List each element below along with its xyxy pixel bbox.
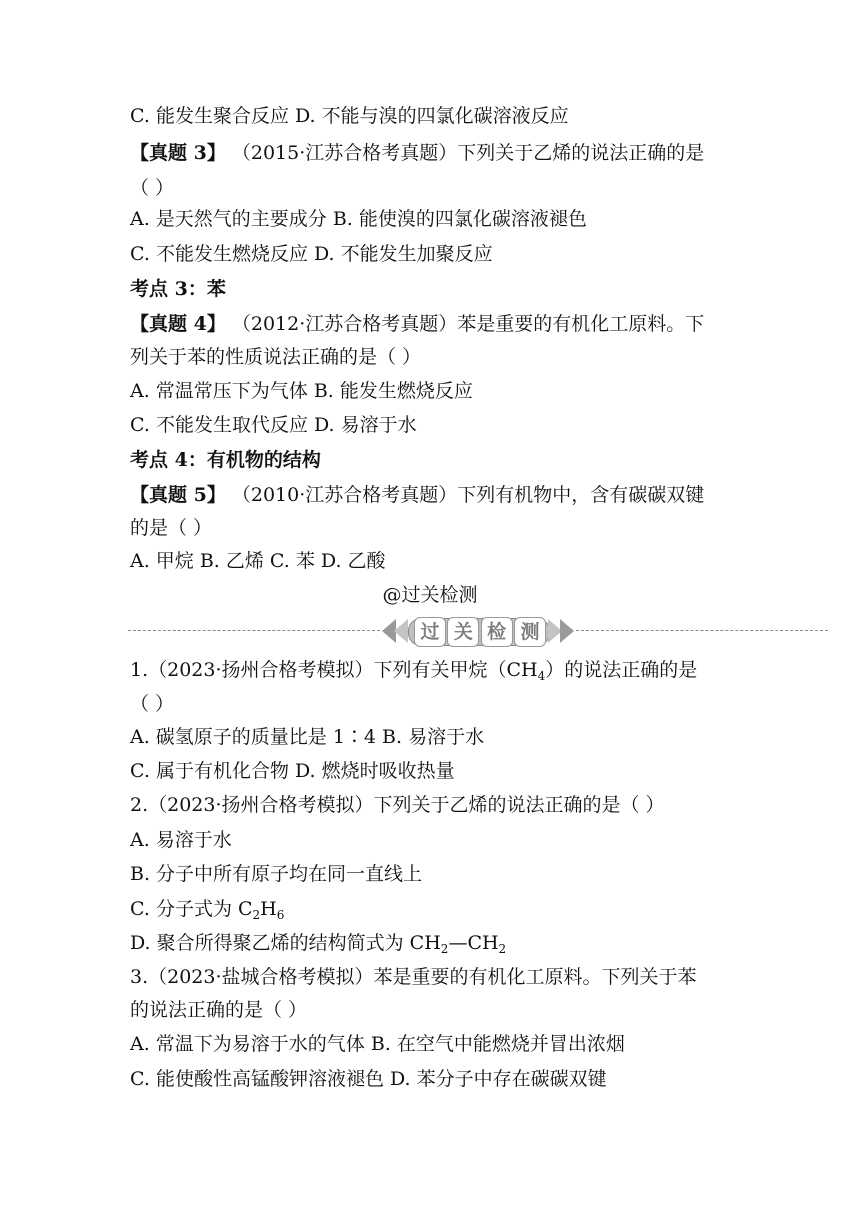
banner-badge: [380, 616, 576, 646]
question-text-cont: 的是（ ）: [130, 517, 213, 539]
banner-title: [414, 617, 546, 645]
question-text-cont: 的说法正确的是（ ）: [130, 999, 308, 1021]
topic-heading: 考点 3：苯: [130, 278, 226, 300]
banner-char: 测: [514, 617, 546, 647]
divider-line-right: [576, 630, 828, 631]
subscript: 2: [440, 942, 449, 956]
divider-line-left: [128, 630, 380, 631]
question-label: 【真题 4】: [130, 313, 226, 335]
options-line: C. 属于有机化合物 D. 燃烧时吸收热量: [130, 760, 455, 782]
options-line: A. 常温常压下为气体 B. 能发生燃烧反应: [130, 380, 473, 402]
banner-char: 关: [447, 617, 479, 647]
question-header: [130, 141, 704, 165]
section-marker: @过关检测: [382, 584, 478, 606]
options-line: A. 碳氢原子的质量比是 1∶4 B. 易溶于水: [130, 726, 485, 748]
answer-blank: （ ）: [130, 177, 175, 199]
options-line: C. 不能发生燃烧反应 D. 不能发生加聚反应: [130, 243, 493, 265]
question-label: 【真题 5】: [130, 484, 226, 506]
subscript: 4: [537, 669, 546, 683]
subscript: 6: [276, 908, 285, 922]
answer-blank: （ ）: [130, 693, 175, 715]
topic-heading: 考点 4：有机物的结构: [130, 449, 321, 471]
question-text: [130, 658, 697, 688]
text-span: —CH: [448, 932, 499, 954]
subscript: 2: [252, 908, 261, 922]
question-header: [130, 483, 704, 507]
question-text: （2012·江苏合格考真题）苯是重要的有机化工原料。下: [225, 313, 705, 335]
question-text: 3.（2023·盐城合格考模拟）苯是重要的有机化工原料。下列关于苯: [130, 966, 697, 988]
question-text: 2.（2023·扬州合格考模拟）下列关于乙烯的说法正确的是（ ）: [130, 794, 665, 816]
option-line: [130, 931, 506, 961]
section-banner: [0, 616, 860, 646]
subscript: 2: [498, 942, 507, 956]
chevron-left-icon: [394, 619, 408, 643]
option-line: B. 分子中所有原子均在同一直线上: [130, 863, 423, 885]
question-label: 【真题 3】: [130, 142, 226, 164]
options-line: A. 甲烷 B. 乙烯 C. 苯 D. 乙酸: [130, 550, 386, 572]
option-line: [130, 897, 284, 927]
banner-char: 检: [481, 617, 513, 647]
question-header: [130, 312, 704, 336]
text-span: H: [260, 898, 277, 920]
question-text-cont: 列关于苯的性质说法正确的是（ ）: [130, 346, 422, 368]
question-text: （2015·江苏合格考真题）下列关于乙烯的说法正确的是: [225, 142, 705, 164]
text-span: ）的说法正确的是: [545, 659, 698, 681]
option-line: A. 易溶于水: [130, 829, 232, 851]
chevron-right-icon: [560, 619, 574, 643]
options-line: C. 不能发生取代反应 D. 易溶于水: [130, 414, 417, 436]
question-text: （2010·江苏合格考真题）下列有机物中，含有碳碳双键: [225, 484, 705, 506]
text-span: C. 分子式为 C: [130, 898, 253, 920]
text-span: D. 聚合所得聚乙烯的结构简式为 CH: [130, 932, 441, 954]
options-line: C. 能使酸性高锰酸钾溶液褪色 D. 苯分子中存在碳碳双键: [130, 1068, 607, 1090]
text-span: 1.（2023·扬州合格考模拟）下列有关甲烷（CH: [130, 659, 538, 681]
text-line: C. 能发生聚合反应 D. 不能与溴的四氯化碳溶液反应: [130, 105, 569, 127]
options-line: A. 常温下为易溶于水的气体 B. 在空气中能燃烧并冒出浓烟: [130, 1033, 625, 1055]
options-line: A. 是天然气的主要成分 B. 能使溴的四氯化碳溶液褪色: [130, 208, 587, 230]
banner-char: 过: [414, 617, 446, 647]
